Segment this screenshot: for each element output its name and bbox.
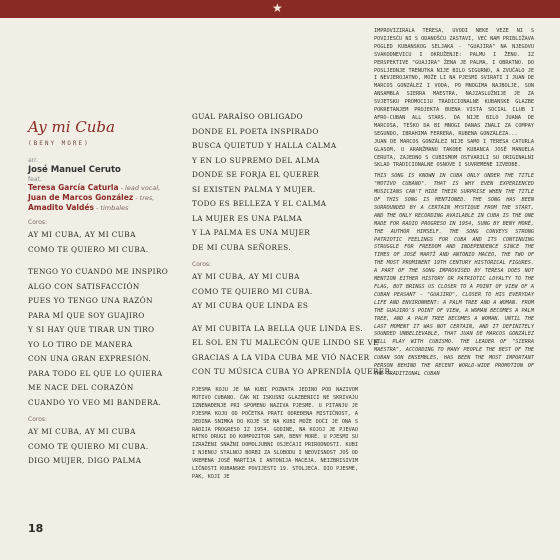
- prose-paragraph: JUAN DE MARCOS GONZÁLEZ NIJE SAMO I TERESA CATURLA GLASOM, U ARANŽMANU TAKOĐE KUBANCA JOSÉ MANUELA CERUTA, ZAJEDNO S CUBISMOM OSTVARILI SU ORIGINALNI SKLAD TRADICIONALNE OSNOVE I SUVREMENE IZVEDBE.: [374, 138, 534, 169]
- lyric-line: YO LO TIRO DE MANERA: [28, 339, 133, 349]
- column-left: [28, 118, 176, 469]
- credits: [28, 157, 176, 213]
- lyric-line: AY MI CUBITA LA BELLA QUE LINDA ES.: [192, 323, 363, 333]
- lyric-line: DIGO MUJER, DIGO PALMA: [28, 456, 142, 465]
- lyric-line: PUES YO TENGO UNA RAZÓN: [28, 296, 153, 305]
- lyric-line: TENGO YO CUANDO ME INSPIRO: [28, 267, 169, 276]
- lyric-line: GUAL PARAÍSO OBLIGADO: [192, 112, 304, 121]
- performer-role: - tres,: [133, 194, 155, 202]
- prose-paragraph-english: THIS SONG IS KNOWN IN CUBA ONLY UNDER THE TITLE "MOTIVO CUBANO". THAT IS WHY EVEN EXPERIENCED MUSICIANS CAN'T HIDE THEIR SURPRISE WHEN THE TITLE OF THIS SONG IS MENTIONED. THE SONG HAS BEEN SURROUNDED BY A CERTAIN MYSTIQUE FROM THE START, AND THE ONLY RECORDING AVAILABLE IN CUBA IS THE ONE MADE FOR RADIO PROGRESO IN 1954, SUNG BY BENY MORÉ, THE AUTHOR HIMSELF. THE SONG CONVEYS STRONG PATRIOTIC FEELINGS FOR CUBA AND ITS CONTINUING STRUGGLE FOR FREEDOM AND INDEPENDENCE SINCE THE TIMES OF JOSÉ MARTÍ AND ANTONIO MACEO, THE TWO OF THE MOST PROMINENT 19TH CENTURY HISTORICAL FIGURES. A PART OF THE SONG IMPROVISED BY TERESA DOES NOT MENTION EITHER HISTORY OR PATRIOTIC LOYALTY TO THE FLAG, BUT BRINGS US CLOSER TO A POINT OF VIEW OF A CUBAN PEASANT - "GUAJIRO", CLOSER TO HIS EVERYDAY LIFE AND ENVIRONMENT: A PALM TREE AND A WOMAN. FROM THE GUAJIRO'S POINT OF VIEW, A WOMAN BECOMES A PALM TREE, AND A PALM TREE BECOMES A WOMAN. UNTIL THE LAST MOMENT IT WAS NOT CERTAIN, AND IT DEFINITELY SOUNDED UNBELIEVABLE, THAT JUAN DE MARCOS GONZÁLEZ WILL PLAY WITH CUBISMO. THE LEADER OF "SIERRA MAESTRA", ACCORDING TO MANY PEOPLE THE BEST OF THE CUBAN SON ENSEMBLES, HAS BEEN THE MOST IMPORTANT PERSON BEHIND THE RECENT WORLD-WIDE PROMOTION OF THE TRADITIONAL CUBAN: [374, 173, 534, 377]
- performer-row: [28, 193, 176, 203]
- column-middle: [192, 110, 394, 380]
- performer-name: Amadito Valdés: [28, 203, 94, 212]
- performer-row: [28, 203, 176, 213]
- lyric-line: DE MI CUBA SEÑORES.: [192, 242, 292, 252]
- coros-label: Coros:: [28, 219, 48, 226]
- performer-role: - timbales: [93, 204, 129, 212]
- lyric-line: CON TU MÚSICA CUBA YO APRENDÍA QUERER.: [192, 367, 394, 376]
- lyric-line: CON UNA GRAN EXPRESIÓN.: [28, 354, 152, 363]
- arr-label: arr.: [28, 157, 38, 164]
- lyric-line: BUSCA QUIETUD Y HALLA CALMA: [192, 141, 337, 150]
- song-subtitle: (BENY MORE): [28, 140, 90, 147]
- lyric-line: GRACIAS A LA VIDA CUBA ME VIÓ NACER: [192, 352, 370, 362]
- coros-label: Coros:: [192, 261, 212, 268]
- prose-paragraph: PJESMA KOJU JE NA KUBI POZNATA JEDINO POD NAZIVOM MOTIVO CUBANO. ČAK NI ISKUSNI GLAZBENICI NE SKRIVAJU IZNENAĐENJE PRI SPOMENU NAZIVA PJESME. U PITANJU JE PJESMA KOJU OD POČETKA PRATI ODREĐENA MISTIČNOST, A JEDINA SNIMKA DO KOJE SE NA KUBI MOŽE DOĆI JE ONA S RADIJA PROGRESO IZ 1954. GODINE, NA KOJOJ JE PJEVAO NITKO DRUGI DO KOMPOZITOR SAM, BENY MORÉ. U PJESMI SU IZRAŽENI SNAŽNI DOMOLJUBNI OSJEĆAJI PRIRODNOSTI. KUBI I NJENOJ STALNOJ BORBI ZA SLOBODU I NEOVISNOST JOŠ OD VREMENA JOSÉ MARTÍJA I ANTONIJA MACEJA, NEIZBRISIVIM LIČNOSTI KUBANSKE POVIJESTI 19. STOLJEĆA. DIO PJESME, PAK, KOJI JE: [192, 387, 358, 480]
- column-right: [374, 28, 534, 379]
- prose-paragraph: IMPROVIZIRALA TERESA, UVODI NEKE VEZE NI S POVIJESĆU NI S ODANOŠĆU ZASTAVI, VEĆ NAM PRIBLIŽAVA POGLED KUBANSKOG SELJAKA - "GUAJIRA" NA NJEGOVU SVAKODNEVICU I OKRUŽENJE: PALMU I ŽENU. IZ PERSPEKTIVE "GUAJIRA" ŽENA JE PALMA, I OBRATNO. DO POSLJEDNJE TRENUTKA NIJE BILO SIGURNO, A ZVUČALO JE I NEVJEROJATNO, MOŽE LI NA PJESMI SVIRATI I JUAN DE MARCOS GONZÁLEZ I VODA, PO MNOGIMA NAJBOLJE, SON ANSAMBLA SIERRA MAESTRA, NAJZASLUŽNIJE JE ZA SVJETSKU PROMOCIJU TRADICIONALNE KUBANSKE GLAZBE POKRETANJEM PROJEKTA BUENA VISTA SOCIAL CLUB I AFRO-CUBAN ALL STARS. DA NIJE BILO JUANA DE MARCOSA, TEŠKO DA BI MNOGI DANAS ZNALI ZA COMPAY SEGUNDO, IBRAHIMA FERRERA, RUBENA GONZÁLEZA...: [374, 28, 534, 137]
- lyric-line: AY MI CUBA, AY MI CUBA: [28, 427, 136, 436]
- lyric-line: DONDE SE FORJA EL QUERER: [192, 170, 320, 179]
- performer-name: Teresa García Caturla: [28, 183, 119, 192]
- croatian-prose-block: [192, 387, 358, 482]
- lyric-line: LA MUJER ES UNA PALMA: [192, 213, 303, 223]
- lyric-line: COMO TE QUIERO MI CUBA.: [28, 244, 149, 254]
- lyric-line: Y EN LO SUPREMO DEL ALMA: [192, 155, 320, 165]
- performer-name: Juan de Marcos González: [28, 193, 134, 202]
- lyric-line: Y SI HAY QUE TIRAR UN TIRO: [28, 325, 155, 334]
- performer-row: [28, 183, 176, 193]
- performer-role: - lead vocal,: [118, 184, 161, 192]
- lyric-line: EL SOL EN TU MALECÓN QUE LINDO SE VE: [192, 338, 379, 347]
- lyric-line: AY MI CUBA QUE LINDA ES: [192, 301, 309, 310]
- lyric-line: PARA MÍ QUE SOY GUAJIRO: [28, 310, 145, 320]
- star-icon: ★: [272, 1, 283, 15]
- feat-label: feat.: [28, 176, 42, 183]
- lyric-line: COMO TE QUIERO MI CUBA.: [28, 441, 149, 451]
- lyric-line: TODO ES BELLEZA Y EL CALMA: [192, 199, 327, 208]
- lyric-line: CUANDO YO VEO MI BANDERA.: [28, 397, 162, 407]
- lyric-line: AY MI CUBA, AY MI CUBA: [28, 230, 136, 239]
- top-bar: [0, 0, 560, 18]
- lyric-line: ME NACE DEL CORAZÓN: [28, 383, 134, 392]
- lyric-line: Y LA PALMA ES UNA MUJER: [192, 228, 311, 237]
- lyric-line: AY MI CUBA, AY MI CUBA: [192, 272, 300, 281]
- page-number: 18: [28, 522, 44, 535]
- lyric-line: COMO TE QUIERO MI CUBA.: [192, 286, 313, 296]
- lyric-line: ALGO CON SATISFACCIÓN: [28, 281, 140, 291]
- lyric-line: SI EXISTEN PALMA Y MUJER.: [192, 184, 316, 194]
- song-title: Ay mi Cuba: [28, 118, 115, 136]
- lyric-line: DONDE EL POETA INSPIRADO: [192, 126, 319, 136]
- coros-label: Coros:: [28, 416, 48, 423]
- lyric-line: PARA TODO EL QUE LO QUIERA: [28, 368, 163, 378]
- arranger-name: José Manuel Ceruto: [28, 165, 121, 175]
